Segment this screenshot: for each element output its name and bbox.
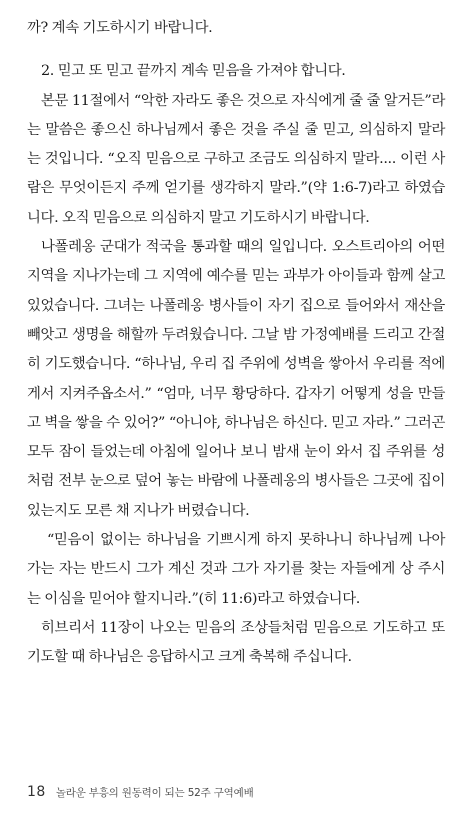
running-title: 놀라운 부흥의 원동력이 되는 52주 구역예배 xyxy=(55,787,254,799)
paragraph-continuation: 까? 계속 기도하시기 바랍니다. xyxy=(27,20,213,36)
page-number: 18 xyxy=(27,784,46,800)
paragraph-conclusion: 히브리서 11장이 나오는 믿음의 조상들처럼 믿음으로 기도하고 또 기도할 때 하나님은 응답하시고 크게 축복해 주십니다. xyxy=(27,619,445,666)
section-heading: 2. 믿고 또 믿고 끝까지 계속 믿음을 가져야 합니다. xyxy=(41,63,346,80)
page-footer xyxy=(27,784,254,800)
paragraph-hebrews-quote: “믿음이 없이는 하나님을 기쁘시게 하지 못하나니 하나님께 나아가는 자는 반드시 그가 계신 것과 그가 자기를 찾는 자들에게 상 주시는 이심을 믿어야 할지니라.”(히 11:6)라고 하였습니다. xyxy=(27,532,445,607)
body-text xyxy=(27,14,445,673)
paragraph-scripture-explanation: 본문 11절에서 “악한 자라도 좋은 것으로 자식에게 줄 줄 알거든”라는 말씀은 좋으신 하나님께서 좋은 것을 주실 줄 믿고, 의심하지 말라는 것입니다. “오직 믿음으로 구하고 조금도 의심하지 말라.... 이런 사람은 무엇이든지 주께 얻기를 생각하지 말라.”(약 1:6-7)라고 하였습니다. 오직 믿음으로 의심하지 말고 기도하시기 바랍니다. xyxy=(27,92,445,226)
paragraph-napoleon-story: 나폴레옹 군대가 적국을 통과할 때의 일입니다. 오스트리아의 어떤 지역을 지나가는데 그 지역에 예수를 믿는 과부가 아이들과 함께 살고 있었습니다. 그녀는 나폴레옹 병사들이 자기 집으로 들어와서 재산을 빼앗고 생명을 해할까 두려웠습니다. 그날 밤 가정예배를 드리고 간절히 기도했습니다. “하나님, 우리 집 주위에 성벽을 쌓아서 우리를 적에게서 지켜주옵소서.” “엄마, 너무 황당하다. 갑자기 어떻게 성을 만들고 벽을 쌓을 수 있어?” “아니야, 하나님은 하신다. 믿고 자라.” 그러곤 모두 잠이 들었는데 아침에 일어나 보니 밤새 눈이 와서 집 주위를 성처럼 전부 눈으로 덮어 놓는 바람에 나폴레옹의 병사들은 그곳에 집이 있는지도 모른 채 지나가 버렸습니다. xyxy=(27,239,445,519)
